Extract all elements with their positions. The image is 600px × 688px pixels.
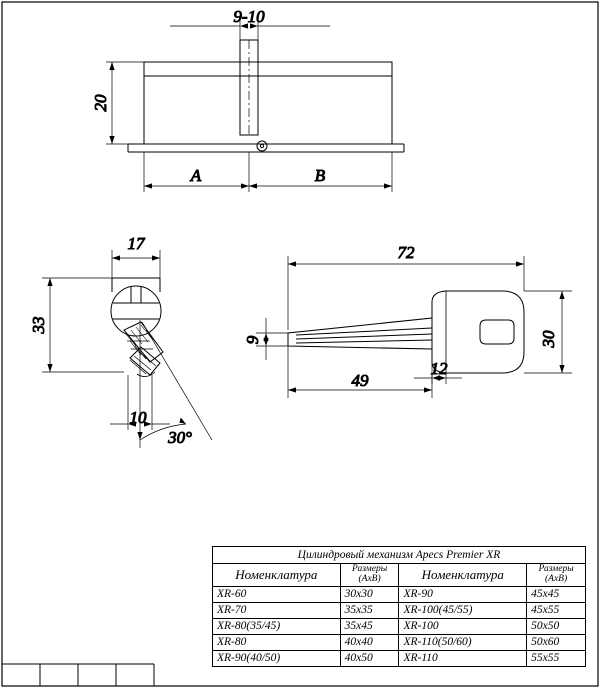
- cell-size-left: 30х30: [340, 586, 399, 602]
- section-view-dimension-lines: [42, 250, 212, 448]
- dim-label-key-head-height: 30: [539, 330, 558, 348]
- dim-label-total-height: 33: [29, 316, 48, 334]
- cell-size-right: 45х55: [527, 602, 586, 618]
- key-view-dimension-lines: [256, 256, 572, 398]
- cell-size-right: 50х50: [527, 618, 586, 634]
- table-row: [213, 634, 586, 650]
- cell-name-left: XR-70: [213, 602, 341, 618]
- dim-label-key-blade-length: 49: [351, 371, 369, 390]
- dim-label-key-length: 72: [397, 243, 415, 262]
- cell-size-right: 50х60: [527, 634, 586, 650]
- cell-size-right: 55х55: [527, 650, 586, 666]
- dim-label-cam-top-width: 17: [127, 234, 145, 253]
- specification-table: [212, 546, 586, 667]
- cell-size-left: 35х35: [340, 602, 399, 618]
- dim-label-key-blade-height: 9: [243, 335, 262, 345]
- cell-size-right: 45х45: [527, 586, 586, 602]
- cell-name-left: XR-60: [213, 586, 341, 602]
- header-size-left-line2: (АхВ): [358, 573, 381, 584]
- dim-label-cam-length: 10: [129, 408, 147, 427]
- cylinder-front-view: [128, 40, 404, 152]
- header-name-right: Номенклатура: [399, 564, 527, 587]
- table-header-row: [213, 564, 586, 587]
- header-size-right: [527, 564, 586, 587]
- cell-name-right: XR-110: [399, 650, 527, 666]
- cell-name-left: XR-80: [213, 634, 341, 650]
- cell-name-left: XR-90(40/50): [213, 650, 341, 666]
- header-size-right-line2: (АхВ): [544, 573, 568, 584]
- key-view: [288, 291, 524, 373]
- cell-name-right: XR-100: [399, 618, 527, 634]
- table-row: [213, 618, 586, 634]
- table-row: [213, 602, 586, 618]
- cell-size-left: 35х45: [340, 618, 399, 634]
- dim-label-cam-width: 9-10: [233, 7, 265, 26]
- table-row: [213, 650, 586, 666]
- header-size-right-line1: Размеры: [538, 564, 574, 574]
- cell-name-right: XR-100(45/55): [399, 602, 527, 618]
- table-title: Цилиндровый механизм Apecs Premier XR: [213, 547, 586, 564]
- header-size-left-line1: Размеры: [352, 564, 388, 574]
- cell-name-right: XR-110(50/60): [399, 634, 527, 650]
- cell-size-left: 40х50: [340, 650, 399, 666]
- dim-label-side-a: A: [190, 166, 202, 185]
- cell-size-left: 40х40: [340, 634, 399, 650]
- dimension-labels: [29, 7, 558, 447]
- dim-label-body-height: 20: [91, 94, 110, 112]
- dim-label-side-b: B: [314, 166, 326, 185]
- cylinder-section-view: [111, 278, 163, 377]
- cell-name-left: XR-80(35/45): [213, 618, 341, 634]
- bottom-scale-marks: [2, 664, 154, 686]
- header-size-left: [340, 564, 399, 587]
- dim-label-cam-angle: 30°: [168, 428, 192, 447]
- header-name-left: Номенклатура: [213, 564, 341, 587]
- table-row: [213, 586, 586, 602]
- dim-label-key-shoulder: 12: [430, 359, 448, 378]
- cell-name-right: XR-90: [399, 586, 527, 602]
- table-title-row: [213, 547, 586, 564]
